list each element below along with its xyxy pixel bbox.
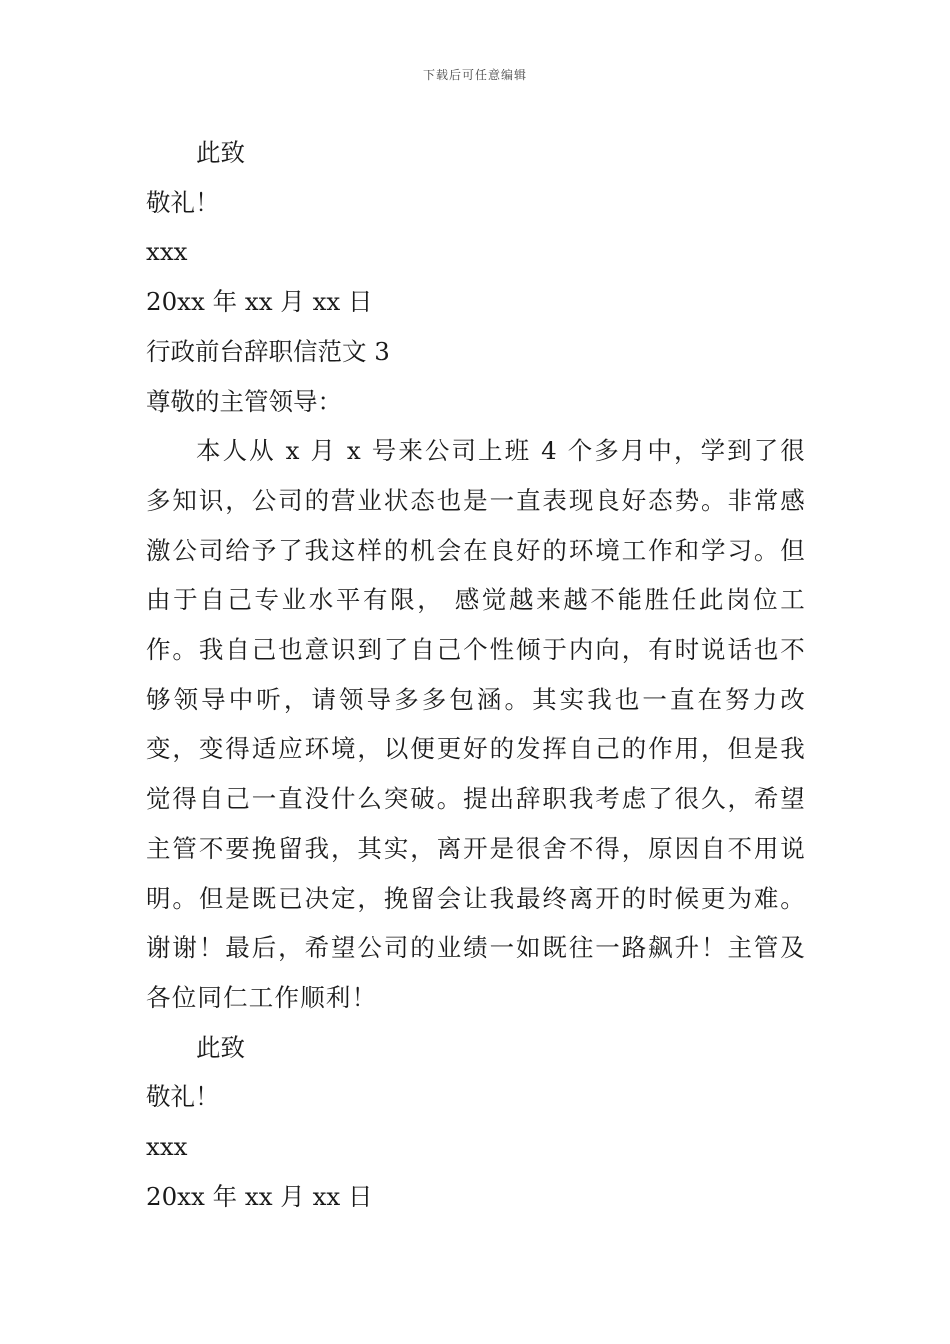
closing-salutation: 此致 <box>196 138 245 167</box>
letter-date: 20xx 年 xx 月 xx 日 <box>146 287 373 317</box>
closing-regards: 敬礼！ <box>146 1082 220 1112</box>
signature: xxx <box>146 237 188 267</box>
letter-greeting: 尊敬的主管领导： <box>146 386 342 416</box>
closing-regards: 敬礼！ <box>146 187 220 217</box>
signature: xxx <box>146 1132 188 1162</box>
closing-salutation: 此致 <box>196 1032 245 1062</box>
letter-date: 20xx 年 xx 月 xx 日 <box>146 1181 373 1211</box>
page-header-note: 下载后可任意编辑 <box>422 68 527 82</box>
section-title: 行政前台辞职信范文 3 <box>146 336 390 366</box>
letter-body-paragraph: 本人从 x 月 x 号来公司上班 4 个多月中，学到了很多知识，公司的营业状态也是一直表现良好态势。非常感激公司给予了我这样的机会在良好的环境工作和学习。但由于自己专业水平有限， 感觉越来越不能胜任此岗位工作。我自己也意识到了自己个性倾于内向，有时说话也不够领导中听，请领导多多包涵。其实我也一直在努力改变，变得适应环境，以便更好的发挥自己的作用，但是我觉得自己一直没什么突破。提出辞职我考虑了很久，希望主管不要挽留我，其实，离开是很舍不得，原因自不用说明。但是既已决定，挽留会让我最终离开的时候更为难。谢谢！最后，希望公司的业绩一如既往一路飙升！主管及各位同仁工作顺利！ <box>146 436 806 1012</box>
document-body <box>146 128 806 1221</box>
